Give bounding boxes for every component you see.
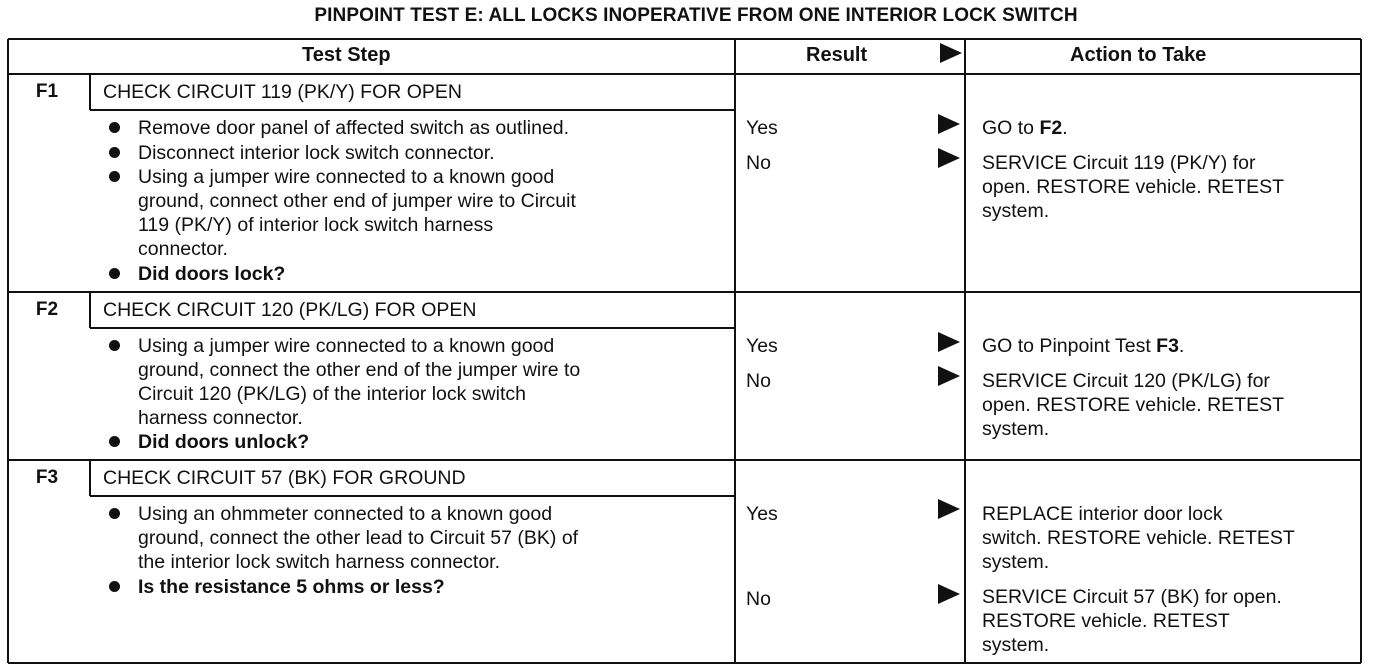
result-no: No: [746, 370, 771, 392]
step-instruction: Using a jumper wire connected to a known good: [138, 335, 555, 357]
step-instruction: 119 (PK/Y) of interior lock switch harness: [138, 214, 494, 236]
step-instruction: ground, connect the other lead to Circuit 57 (BK) of: [138, 527, 579, 549]
bullet-icon: [109, 147, 120, 158]
action-text: system.: [982, 200, 1050, 222]
bullet-icon: [109, 268, 120, 279]
arrow-icon: [938, 332, 960, 352]
step-question: Is the resistance 5 ohms or less?: [138, 576, 445, 598]
arrow-icon: [938, 148, 960, 168]
step-instruction: harness connector.: [138, 407, 303, 429]
action-text: RESTORE vehicle. RETEST: [982, 610, 1230, 632]
action-text: open. RESTORE vehicle. RETEST: [982, 394, 1285, 416]
action-text: switch. RESTORE vehicle. RETEST: [982, 527, 1295, 549]
action-text: open. RESTORE vehicle. RETEST: [982, 176, 1285, 198]
action-text: SERVICE Circuit 120 (PK/LG) for: [982, 370, 1270, 392]
bullet-icon: [109, 340, 120, 351]
arrow-icon: [938, 114, 960, 134]
result-yes: Yes: [746, 503, 778, 525]
step-id: F2: [35, 299, 59, 320]
result-no: No: [746, 588, 771, 610]
action-text: REPLACE interior door lock: [982, 503, 1223, 525]
arrow-icon: [938, 584, 960, 604]
arrow-icon: [938, 366, 960, 386]
step-instruction: ground, connect the other end of the jumper wire to: [138, 359, 581, 381]
action-text: GO to Pinpoint Test F3.: [982, 335, 1185, 357]
step-question: Did doors unlock?: [138, 431, 310, 453]
action-text: system.: [982, 551, 1050, 573]
step-instruction: Disconnect interior lock switch connector.: [138, 142, 495, 164]
step-id: F1: [35, 81, 59, 102]
step-heading: CHECK CIRCUIT 57 (BK) FOR GROUND: [103, 467, 466, 489]
bullet-icon: [109, 436, 120, 447]
action-text: system.: [982, 418, 1050, 440]
arrow-icon: [938, 499, 960, 519]
action-text: SERVICE Circuit 57 (BK) for open.: [982, 586, 1282, 608]
bullet-icon: [109, 122, 120, 133]
header-action: Action to Take: [1070, 44, 1207, 66]
step-instruction: connector.: [138, 238, 228, 260]
page-title: PINPOINT TEST E: ALL LOCKS INOPERATIVE FROM ONE INTERIOR LOCK SWITCH: [314, 5, 1078, 26]
result-no: No: [746, 152, 771, 174]
step-instruction: Circuit 120 (PK/LG) of the interior lock switch: [138, 383, 526, 405]
step-question: Did doors lock?: [138, 263, 286, 285]
step-instruction: Remove door panel of affected switch as outlined.: [138, 117, 570, 139]
result-yes: Yes: [746, 335, 778, 357]
action-text: GO to F2.: [982, 117, 1068, 139]
step-instruction: Using a jumper wire connected to a known good: [138, 166, 555, 188]
action-text: system.: [982, 634, 1050, 656]
step-instruction: Using an ohmmeter connected to a known good: [138, 503, 553, 525]
action-text: SERVICE Circuit 119 (PK/Y) for: [982, 152, 1256, 174]
header-result: Result: [806, 44, 868, 66]
step-heading: CHECK CIRCUIT 119 (PK/Y) FOR OPEN: [103, 81, 463, 103]
bullet-icon: [109, 581, 120, 592]
header-test-step: Test Step: [302, 44, 391, 66]
step-id: F3: [35, 467, 59, 488]
bullet-icon: [109, 171, 120, 182]
step-instruction: ground, connect other end of jumper wire to Circuit: [138, 190, 576, 212]
bullet-icon: [109, 508, 120, 519]
header-arrow-icon: [940, 43, 962, 63]
result-yes: Yes: [746, 117, 778, 139]
step-heading: CHECK CIRCUIT 120 (PK/LG) FOR OPEN: [103, 299, 477, 321]
step-instruction: the interior lock switch harness connector.: [138, 551, 501, 573]
